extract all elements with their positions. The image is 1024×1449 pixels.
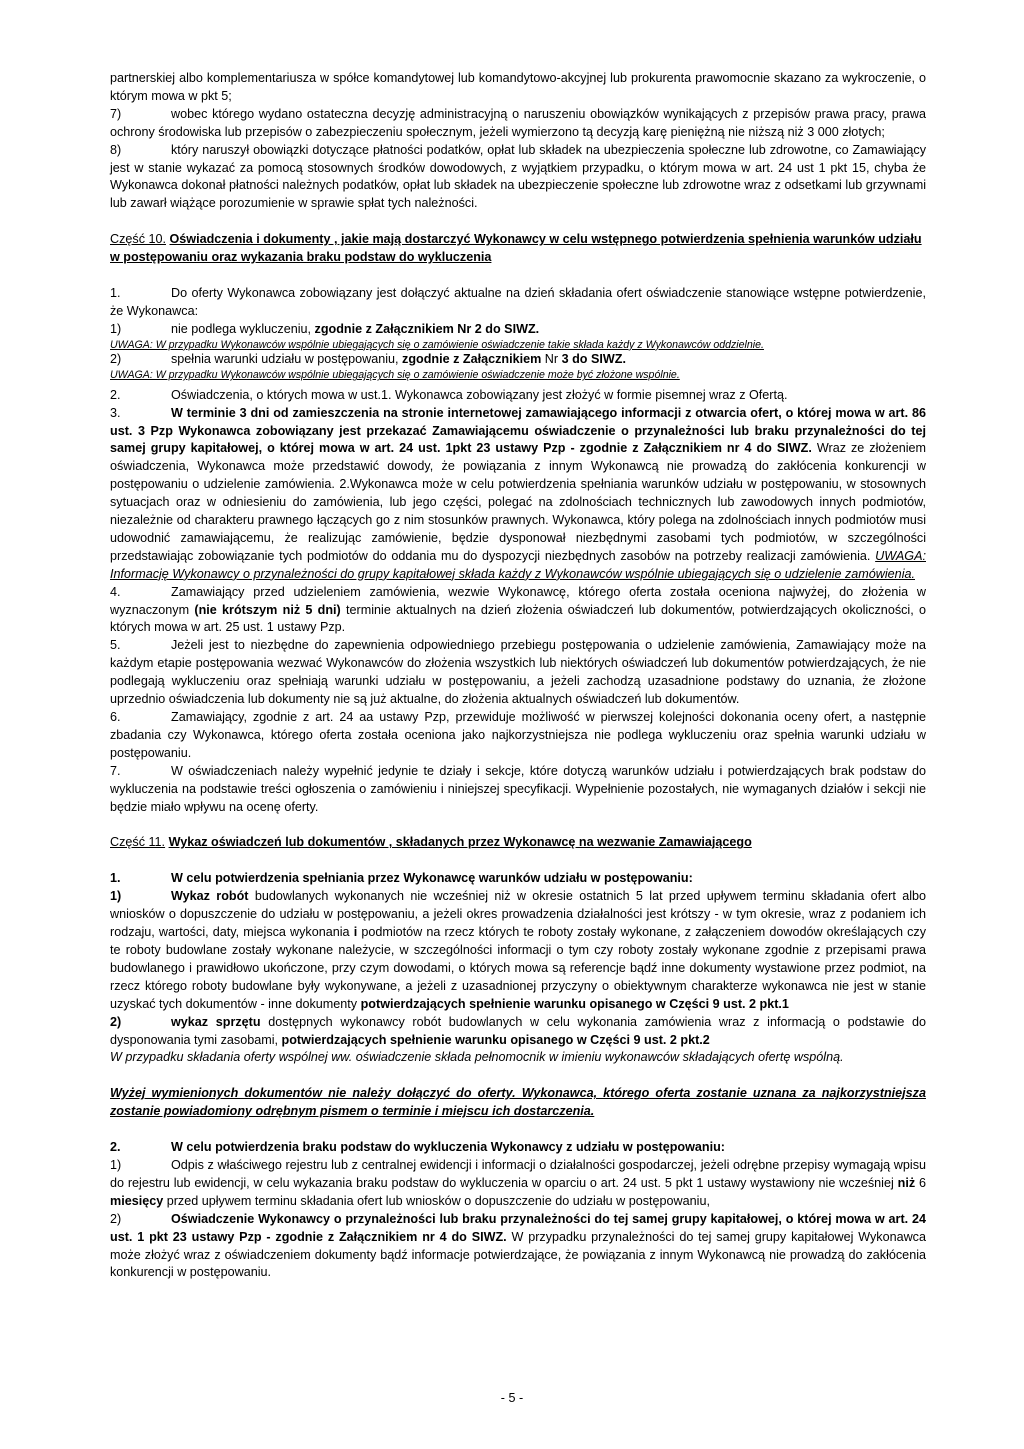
list-number: 1): [110, 1158, 122, 1173]
list-text-bold: 3 do SIWZ.: [561, 352, 626, 367]
list-number: 1.: [110, 286, 121, 301]
list-number: 2): [110, 1014, 122, 1029]
paragraph-10-1: [110, 285, 926, 321]
paragraph-text: Wraz ze złożeniem oświadczenia, Wykonawca może przedstawić dowody, że powiązania z innym Wykonawcą nie prowadzą do zakłócenia konkurencji w postępowaniu o udzielenie zamówienia. 2.Wykonawca może w celu potwierdzenia spełniania warunków udziału w postępowaniu, w stosownych sytuacjach oraz w odniesieniu do zamówienia, lub jego części, polegać na zdolnościach technicznych lub zawodowych innych podmiotów, niezależnie od charakteru prawnego łączących go z nim stosunków prawnych. Wykonawca, który polega na zdolnościach innych podmiotów musi udowodnić zamawiającemu, że realizując zamówienie, będzie dysponował niezbędnymi zasobami tych podmiotów, w szczególności przedstawiając zobowiązanie tych podmiotów do oddania mu do dyspozycji niezbędnych zasobów na potrzeby realizacji zamówienia.: [110, 441, 927, 563]
list-text: 6: [919, 1175, 927, 1190]
list-item-7: [110, 106, 926, 142]
paragraph-text: terminie aktualnych na dzień złożenia oświadczeń lub dokumentów, potwierdzających okoliczności, o których mowa w art. 25 ust. 1 ustawy Pzp.: [110, 602, 926, 635]
list-item-11-1-1: [110, 888, 926, 1013]
list-item-11-2-1: [110, 1157, 926, 1211]
list-number: 3.: [110, 405, 121, 420]
paragraph-text: Oświadczenia, o których mowa w ust.1. Wykonawca zobowiązany jest złożyć w formie pisemnej wraz z Ofertą.: [171, 387, 788, 402]
list-text: przed upływem terminu składania ofert lub wniosków o dopuszczenie do udziału w postępowaniu,: [166, 1193, 710, 1208]
list-text-bold: wykaz sprzętu: [171, 1014, 261, 1029]
list-text-bold: potwierdzających spełnienie warunku opisanego w Części 9 ust. 2 pkt.2: [281, 1032, 710, 1047]
list-text: Nr: [544, 352, 559, 367]
intro-paragraph: partnerskiej albo komplementariusza w spółce komandytowej lub komandytowo-akcyjnej lub prokurenta prawomocnie skazano za wykroczenie, o którym mowa w pkt 5;: [110, 71, 926, 103]
subsection-11-1: [110, 870, 926, 888]
list-number: 1): [110, 889, 122, 904]
paragraph-10-7: [110, 763, 926, 817]
list-text-bold: Wykaz robót: [171, 889, 249, 904]
paragraph-text-bold: W terminie 3 dni od zamieszczenia na stronie internetowej zamawiającego informacji z otwarcia ofert, o której mowa w art. 86 ust. 3 Pzp Wykonawca zobowiązany jest przekazać Zamawiającemu oświadczenie o przynależności lub braku przynależności do tej samej grupy kapitałowej, o której mowa w art. 24 ust. 1pkt 23 ustawy Pzp - zgodnie z Załącznikiem nr 4 do SIWZ.: [110, 405, 926, 456]
note-1: UWAGA: W przypadku Wykonawców wspólnie ubiegających się o zamówienie oświadczenie takie składa każdy z Wykonawców oddzielnie.: [110, 338, 764, 351]
list-text-bold: i: [353, 925, 358, 940]
section-heading-part-11: [110, 834, 926, 852]
list-text-bold: potwierdzających spełnienie warunku opisanego w Części 9 ust. 2 pkt.1: [360, 996, 789, 1011]
section-label: Część 11.: [110, 835, 166, 850]
list-text-bold: Oświadczenie Wykonawcy o przynależności lub braku przynależności do tej samej grupy kapitałowej, o której mowa w art. 24 ust. 1 pkt 23 ustawy Pzp - zgodnie z Załącznikiem nr 4 do SIWZ.: [110, 1211, 926, 1244]
list-item-11-2-2: [110, 1211, 926, 1283]
warning-paragraph: Wyżej wymienionych dokumentów nie należy dołączyć do oferty. Wykonawca, którego oferta zostanie uznana za najkorzystniejsza zostanie powiadomiony odrębnym pismem o terminie i miejscu ich dostarczenia.: [110, 1086, 926, 1119]
list-item-10-1-2: [110, 351, 926, 369]
paragraph-text: Zamawiający, zgodnie z art. 24 aa ustawy Pzp, przewiduje możliwość w pierwszej kolejności dokonania oceny ofert, a następnie zbadania czy Wykonawca, którego oferta została oceniona jako najkorzystniejsza nie podlega wykluczeniu oraz spełnia warunki udziału w postępowaniu.: [110, 710, 926, 760]
list-item-11-1-2: [110, 1014, 926, 1050]
section-title: Oświadczenia i dokumenty , jakie mają dostarczyć Wykonawcy w celu wstępnego potwierdzenia spełnienia warunków udziału w postępowaniu oraz wykazania braku podstaw do wykluczenia: [110, 232, 922, 265]
paragraph-10-2: [110, 387, 926, 405]
list-number: 1.: [110, 871, 121, 886]
paragraph-10-3: [110, 405, 926, 584]
list-number: 7): [110, 106, 122, 121]
list-number: 2.: [110, 1140, 121, 1155]
list-text: wobec którego wydano ostateczna decyzję administracyjną o naruszeniu obowiązków wynikających z przepisów prawa pracy, prawa ochrony środowiska lub przepisów o zabezpieczeniu społecznym, jeżeli wymierzono tą decyzją karę pieniężną nie niższą niż 3 000 złotych;: [110, 106, 926, 139]
section-label: Część 10.: [110, 232, 166, 247]
list-text-bold: miesięcy: [110, 1193, 164, 1208]
list-number: 7.: [110, 763, 121, 778]
subsection-11-2: [110, 1139, 926, 1157]
list-text: który naruszył obowiązki dotyczące płatności podatków, opłat lub składek na ubezpieczenia społeczne lub zdrowotne, co Zamawiający jest w stanie wykazać za pomocą stosownych środków dowodowych, z wyjątkiem przypadku, o którym mowa w art. 24 ust 1 pkt 15, chyba że Wykonawca dokonał płatności należnych podatków, opłat lub składek na ubezpieczenie społeczne lub zdrowotne wraz z odsetkami lub grzywnami lub zawarł wiążące porozumienie w sprawie spłat tych należności.: [110, 142, 926, 211]
list-number: 5.: [110, 638, 121, 653]
list-item-10-1-1: [110, 321, 926, 339]
list-text: podmiotów na rzecz których te roboty zostały wykonane, z załączeniem dowodów określających czy te roboty budowlane zostały wykonane należycie, w szczególności informacji o tym czy roboty zostały wykonane zgodnie z przepisami prawa budowlanego i prawidłowo ukończone, przy czym dowodami, o których mowa są referencje bądź inne dokumenty wystawione przez podmiot, na rzecz którego roboty budowlane były wykonywane, a jeżeli z uzasadnionej przyczyny o obiektywnym charakterze wykonawca nie jest w stanie uzyskać tych dokumentów - inne dokumenty: [110, 925, 926, 1011]
paragraph-text: Do oferty Wykonawca zobowiązany jest dołączyć aktualne na dzień składania ofert oświadczenie stanowiące wstępne potwierdzenie, że Wykonawca:: [110, 286, 926, 318]
paragraph-text: Jeżeli jest to niezbędne do zapewnienia odpowiedniego przebiegu postępowania o udzielenie zamówienia, Zamawiający może na każdym etapie postępowania wezwać Wykonawców do złożenia wszystkich lub niektórych oświadczeń lub dokumentów potwierdzających, że nie podlegają wykluczeniu oraz spełniają warunki udziału w postępowaniu, a jeżeli zachodzą uzasadnione podstawy do uznania, że złożone uprzednio oświadczenia lub dokumenty nie są już aktualne, do złożenia aktualnych oświadczeń lub dokumentów.: [110, 638, 926, 707]
list-item-8: [110, 142, 926, 214]
paragraph-10-6: [110, 709, 926, 763]
list-number: 4.: [110, 584, 121, 599]
list-number: 2): [110, 352, 122, 367]
paragraph-10-4: [110, 584, 926, 638]
list-text: spełnia warunki udziału w postępowaniu,: [171, 352, 399, 367]
section-title: Wykaz oświadczeń lub dokumentów , składanych przez Wykonawcę na wezwanie Zamawiającego: [168, 835, 752, 850]
paragraph-text: W oświadczeniach należy wypełnić jedynie te działy i sekcje, które dotyczą warunków udziału i potwierdzających brak podstaw do wykluczenia na podstawie treści ogłoszenia o zamówieniu i niniejszej specyfikacji. Wypełnienie pozostałych, nie wymaganych działów i sekcji nie będzie miało wpływu na ocenę oferty.: [110, 763, 926, 814]
paragraph-text: Zamawiający przed udzieleniem zamówienia, wezwie Wykonawcę, którego oferta została oceniona najwyżej, do złożenia w wyznaczonym: [110, 584, 926, 617]
list-text-bold: zgodnie z Załącznikiem Nr 2 do SIWZ.: [314, 321, 540, 336]
list-text: budowlanych wykonanych nie wcześniej niż w okresie ostatnich 5 lat przed upływem terminu składania ofert albo wniosków o dopuszczenie do udziału w postępowaniu, a jeżeli okres prowadzenia działalności jest krótszy - w tym okresie, wraz z podaniem ich rodzaju, wartości, daty, miejsca wykonania: [110, 889, 926, 940]
list-number: 2.: [110, 387, 121, 402]
note-2: UWAGA: W przypadku Wykonawców wspólnie ubiegających się o zamówienie oświadczenie może być złożone wspólnie.: [110, 369, 680, 382]
list-text: nie podlega wykluczeniu,: [171, 321, 312, 336]
paragraph-10-5: [110, 637, 926, 709]
list-number: 1): [110, 321, 122, 336]
document-page: [110, 70, 926, 1282]
list-number: 6.: [110, 710, 121, 724]
list-text-bold: zgodnie z Załącznikiem: [402, 352, 542, 367]
list-number: 8): [110, 142, 122, 157]
subsection-title: W celu potwierdzenia spełniania przez Wykonawcę warunków udziału w postępowaniu:: [171, 871, 693, 886]
paragraph-text-bold: (nie krótszym niż 5 dni): [194, 602, 341, 617]
list-text: W przypadku przynależności do tej samej grupy kapitałowej Wykonawca może złożyć wraz z oświadczeniem dokumenty bądź informacje potwierdzające, że powiązania z innym Wykonawcą nie prowadzą do zakłócenia konkurencji w postępowaniu.: [110, 1229, 926, 1280]
subsection-title: W celu potwierdzenia braku podstaw do wykluczenia Wykonawcy z udziału w postępowaniu:: [171, 1140, 725, 1155]
paragraph-note: UWAGA: Informację Wykonawcy o przynależności do grupy kapitałowej składa każdy z Wykonawców wspólnie ubiegających się o udzielenie zamówienia.: [110, 548, 926, 581]
list-number: 2): [110, 1211, 122, 1226]
italic-remark: W przypadku składania oferty wspólnej ww. oświadczenie składa pełnomocnik w imieniu wykonawców składających ofertę wspólną.: [110, 1050, 844, 1065]
list-text-bold: niż: [897, 1175, 916, 1190]
page-number: - 5 -: [500, 1391, 524, 1405]
list-text: dostępnych wykonawcy robót budowlanych w celu wykonania zamówienia wraz z informacją o podstawie do dysponowania tymi zasobami,: [110, 1014, 927, 1047]
section-heading-part-10: [110, 231, 926, 267]
list-text: Odpis z właściwego rejestru lub z centralnej ewidencji i informacji o działalności gospodarczej, jeżeli odrębne przepisy wymagają wpisu do rejestru lub ewidencji, w celu wykazania braku podstaw do wykluczenia w oparciu o art. 24 ust. 5 pkt 1 ustawy wystawiony nie wcześniej: [110, 1158, 926, 1190]
